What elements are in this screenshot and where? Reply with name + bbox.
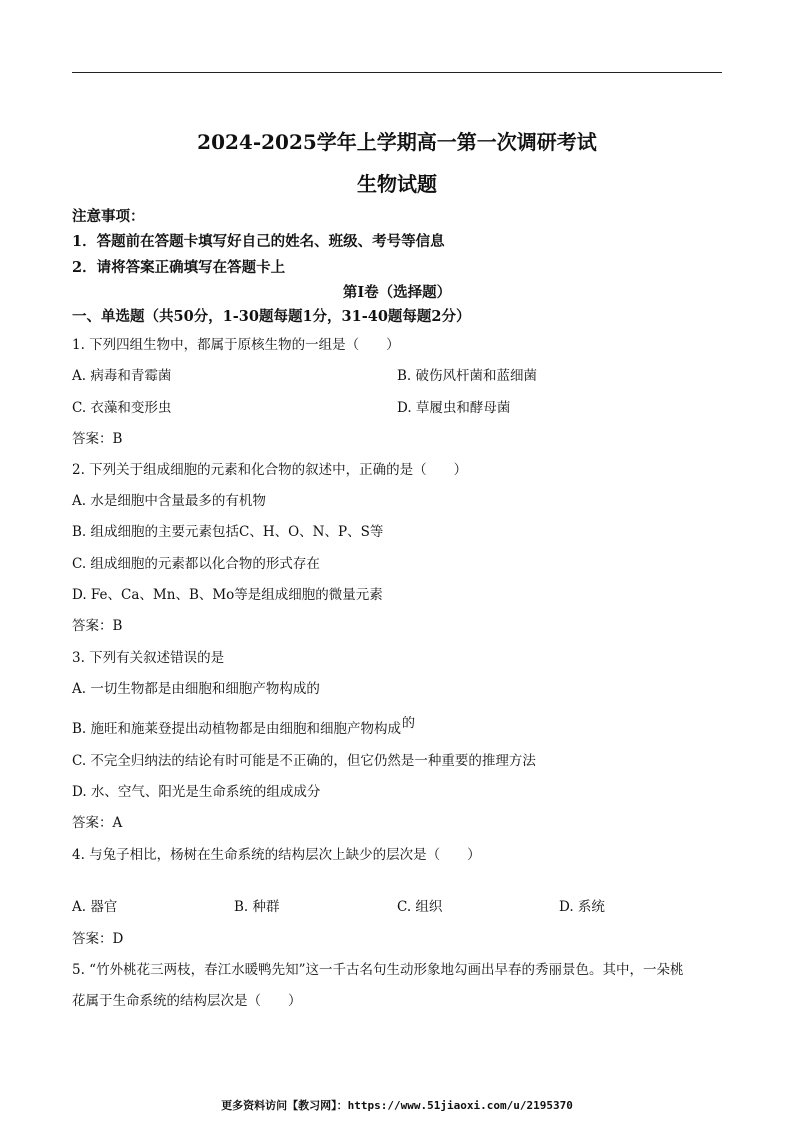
question-3-answer: 答案：A	[72, 815, 123, 831]
question-2-stem: 2. 下列关于组成细胞的元素和化合物的叙述中，正确的是（ ）	[72, 462, 468, 478]
exam-subtitle: 生物试题	[357, 172, 437, 196]
question-2-option-c: C. 组成细胞的元素都以化合物的形式存在	[72, 556, 320, 572]
question-1-option-b: B. 破伤风杆菌和蓝细菌	[397, 368, 538, 384]
note-2: 2．请将答案正确填写在答题卡上	[72, 259, 286, 276]
notes-heading: 注意事项：	[72, 208, 145, 225]
question-2-answer: 答案：B	[72, 618, 123, 634]
question-4-option-b: B. 种群	[234, 899, 280, 915]
question-4-option-c: C. 组织	[397, 899, 443, 915]
question-1-option-c: C. 衣藻和变形虫	[72, 400, 172, 416]
question-1-option-d: D. 草履虫和酵母菌	[397, 400, 511, 416]
question-2-option-d: D. Fe、Ca、Mn、B、Mo等是组成细胞的微量元素	[72, 587, 383, 603]
question-3-option-b-suffix: 的	[402, 716, 416, 731]
question-3-stem: 3. 下列有关叙述错误的是	[72, 650, 225, 666]
question-3-option-c: C. 不完全归纳法的结论有时可能是不正确的，但它仍然是一种重要的推理方法	[72, 753, 536, 769]
section-heading: 第Ⅰ卷（选择题）	[342, 284, 452, 301]
footer-link[interactable]: 更多资料访问【教习网】：https://www.51jiaoxi.com/u/2195370	[221, 1099, 573, 1112]
question-3-option-b	[72, 712, 415, 737]
question-3-option-a: A. 一切生物都是由细胞和细胞产物构成的	[72, 681, 320, 697]
exam-title: 2024-2025学年上学期高一第一次调研考试	[197, 130, 597, 154]
question-4-stem: 4. 与兔子相比，杨树在生命系统的结构层次上缺少的层次是（ ）	[72, 847, 481, 863]
header-rule	[72, 72, 722, 73]
question-4-answer: 答案：D	[72, 931, 124, 947]
question-1-answer: 答案：B	[72, 431, 123, 447]
part-heading: 一、单选题（共50分，1-30题每题1分，31-40题每题2分）	[72, 308, 471, 325]
question-3-option-b-text: B. 施旺和施莱登提出动植物都是由细胞和细胞产物构成	[72, 721, 402, 737]
question-2-option-b: B. 组成细胞的主要元素包括C、H、O、N、P、S等	[72, 524, 384, 540]
question-4-option-d: D. 系统	[559, 899, 605, 915]
question-2-option-a: A. 水是细胞中含量最多的有机物	[72, 493, 266, 509]
question-5-stem-line-2: 花属于生命系统的结构层次是（ ）	[72, 993, 302, 1009]
question-1-option-a: A. 病毒和青霉菌	[72, 368, 172, 384]
question-1-stem: 1. 下列四组生物中，都属于原核生物的一组是（ ）	[72, 337, 400, 353]
question-5-stem-line-1: 5. “竹外桃花三两枝，春江水暖鸭先知”这一千古名句生动形象地勾画出早春的秀丽景色。其中，一朵桃	[72, 962, 684, 978]
question-3-option-d: D. 水、空气、阳光是生命系统的组成成分	[72, 784, 321, 800]
question-4-option-a: A. 器官	[72, 899, 118, 915]
note-1: 1．答题前在答题卡填写好自己的姓名、班级、考号等信息	[72, 233, 445, 250]
